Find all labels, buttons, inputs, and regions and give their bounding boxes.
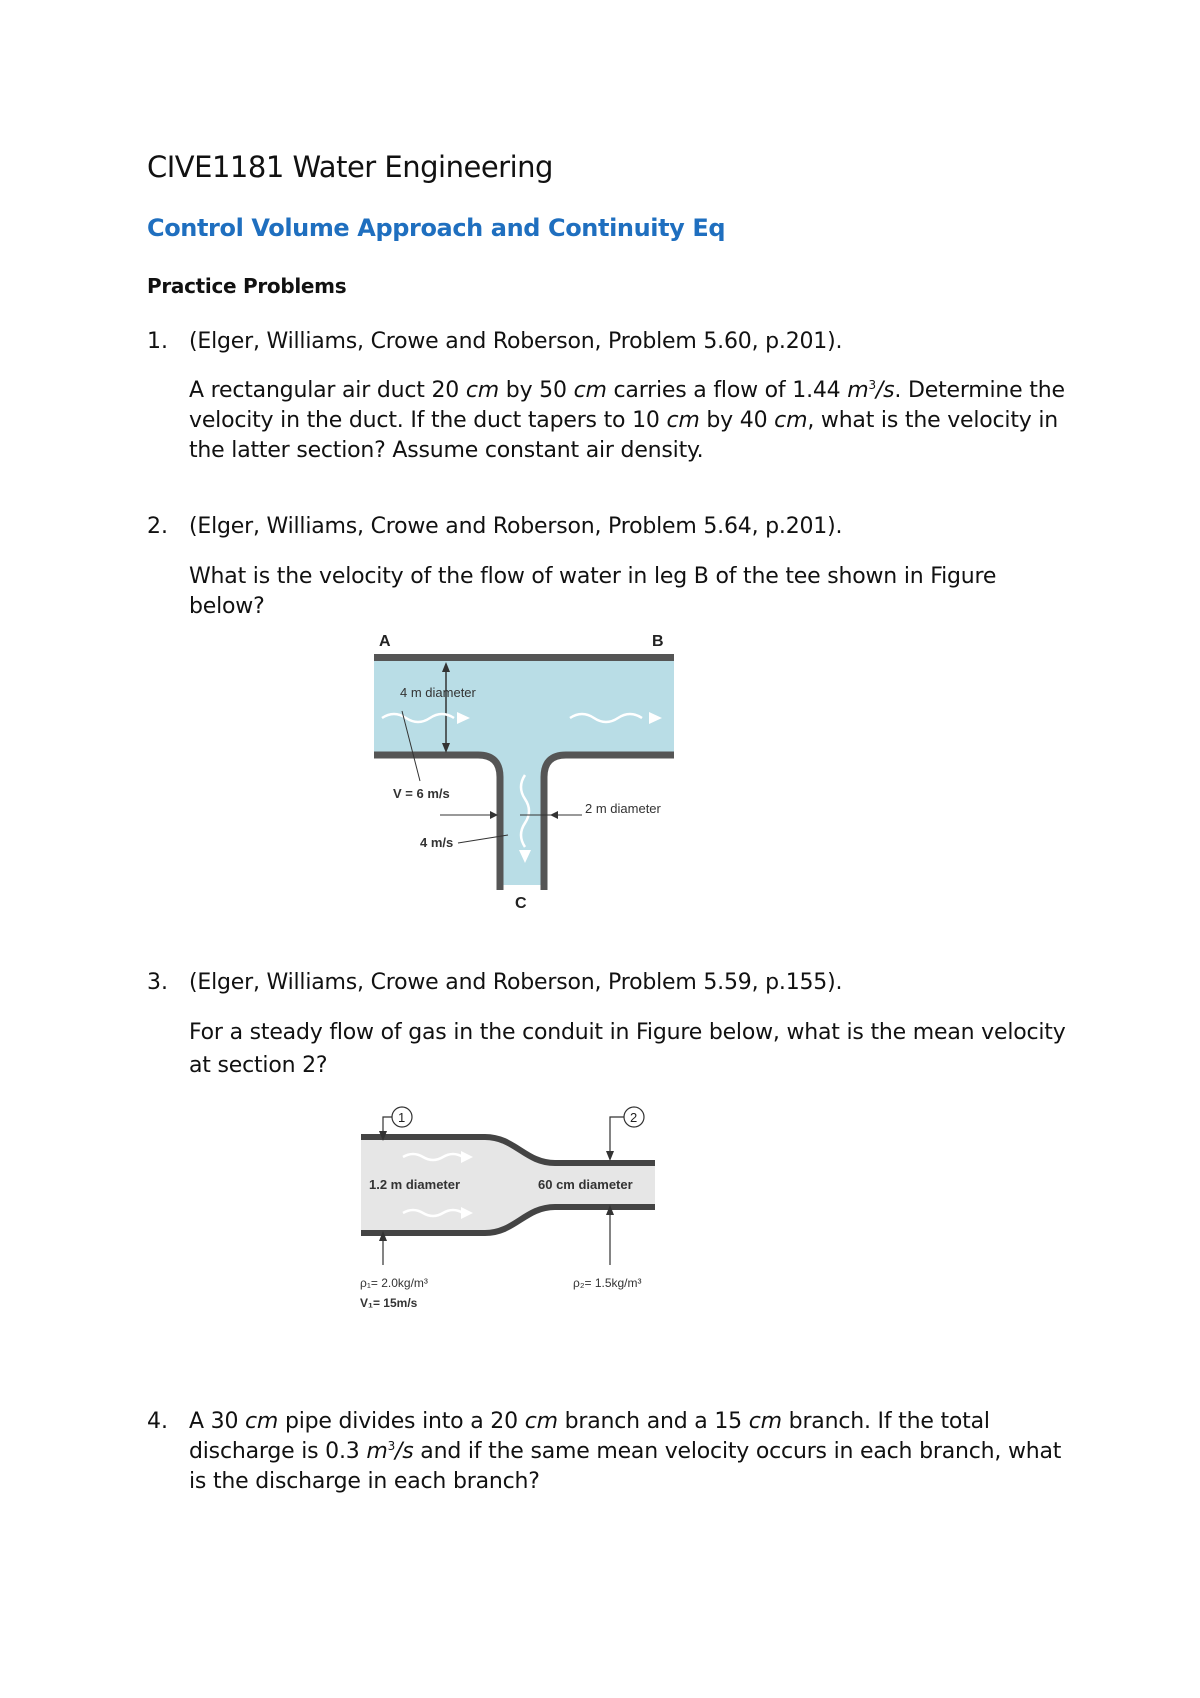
tee-label-b: B [652, 633, 664, 650]
section-heading: Practice Problems [147, 274, 347, 298]
tee-label-c: C [515, 895, 527, 910]
section-2-label: 2 [630, 1110, 638, 1125]
tee-label-a: A [379, 633, 391, 650]
problem-3-text: For a steady flow of gas in the conduit in Figure below, what is the mean velocity at section 2? [189, 1020, 1066, 1078]
problem-2-text: What is the velocity of the flow of water in leg B of the tee shown in Figure below? [189, 564, 997, 619]
tee-main-diameter-label: 4 m diameter [400, 685, 476, 700]
tee-branch-water [500, 750, 544, 885]
tee-branch-diameter-label: 2 m diameter [585, 801, 661, 816]
tee-left-wall [374, 755, 500, 890]
problem-1-text: A rectangular air duct 20 cm by 50 cm carries a flow of 1.44 $m^3/s$. Determine the velocity in the duct. If the duct tapers to 10 cm by 40 cm, what is the velocity in the latter section? Assume constant air density. [189, 378, 1065, 463]
tee-velocity-a-label: V = 6 m/s [393, 786, 450, 801]
problem-4-number: 4. [147, 1409, 168, 1434]
rho-2-label: ρ₂= 1.5kg/m³ [573, 1276, 642, 1290]
tee-top-wall [374, 654, 674, 661]
problem-3-reference: (Elger, Williams, Crowe and Roberson, Problem 5.59, p.155). [189, 970, 843, 995]
diameter-1-label: 1.2 m diameter [369, 1177, 461, 1192]
document-subtitle: Control Volume Approach and Continuity Eq [147, 214, 726, 242]
tee-junction-figure [360, 625, 690, 910]
tee-velocity-c-label: 4 m/s [420, 835, 454, 850]
problem-3-number: 3. [147, 970, 168, 995]
tee-main-water [374, 659, 674, 754]
rho-1-label: ρ₁= 2.0kg/m³ [360, 1276, 428, 1290]
tee-right-wall [544, 755, 674, 890]
problem-2-number: 2. [147, 514, 168, 539]
section-1-label: 1 [398, 1110, 406, 1125]
problem-1-reference: (Elger, Williams, Crowe and Roberson, Problem 5.60, p.201). [189, 329, 843, 354]
problem-1-number: 1. [147, 329, 168, 354]
diameter-2-label: 60 cm diameter [538, 1177, 633, 1192]
problem-2-reference: (Elger, Williams, Crowe and Roberson, Problem 5.64, p.201). [189, 514, 843, 539]
v-1-label: V₁= 15m/s [360, 1296, 418, 1310]
converging-conduit-figure [355, 1105, 670, 1320]
problem-4-text: A 30 cm pipe divides into a 20 cm branch and a 15 cm branch. If the total discharge is 0.3 $m^3/s$ and if the same mean velocity occurs in each branch, what is the discharge in each branch? [189, 1409, 1062, 1494]
document-title: CIVE1181 Water Engineering [147, 150, 553, 184]
